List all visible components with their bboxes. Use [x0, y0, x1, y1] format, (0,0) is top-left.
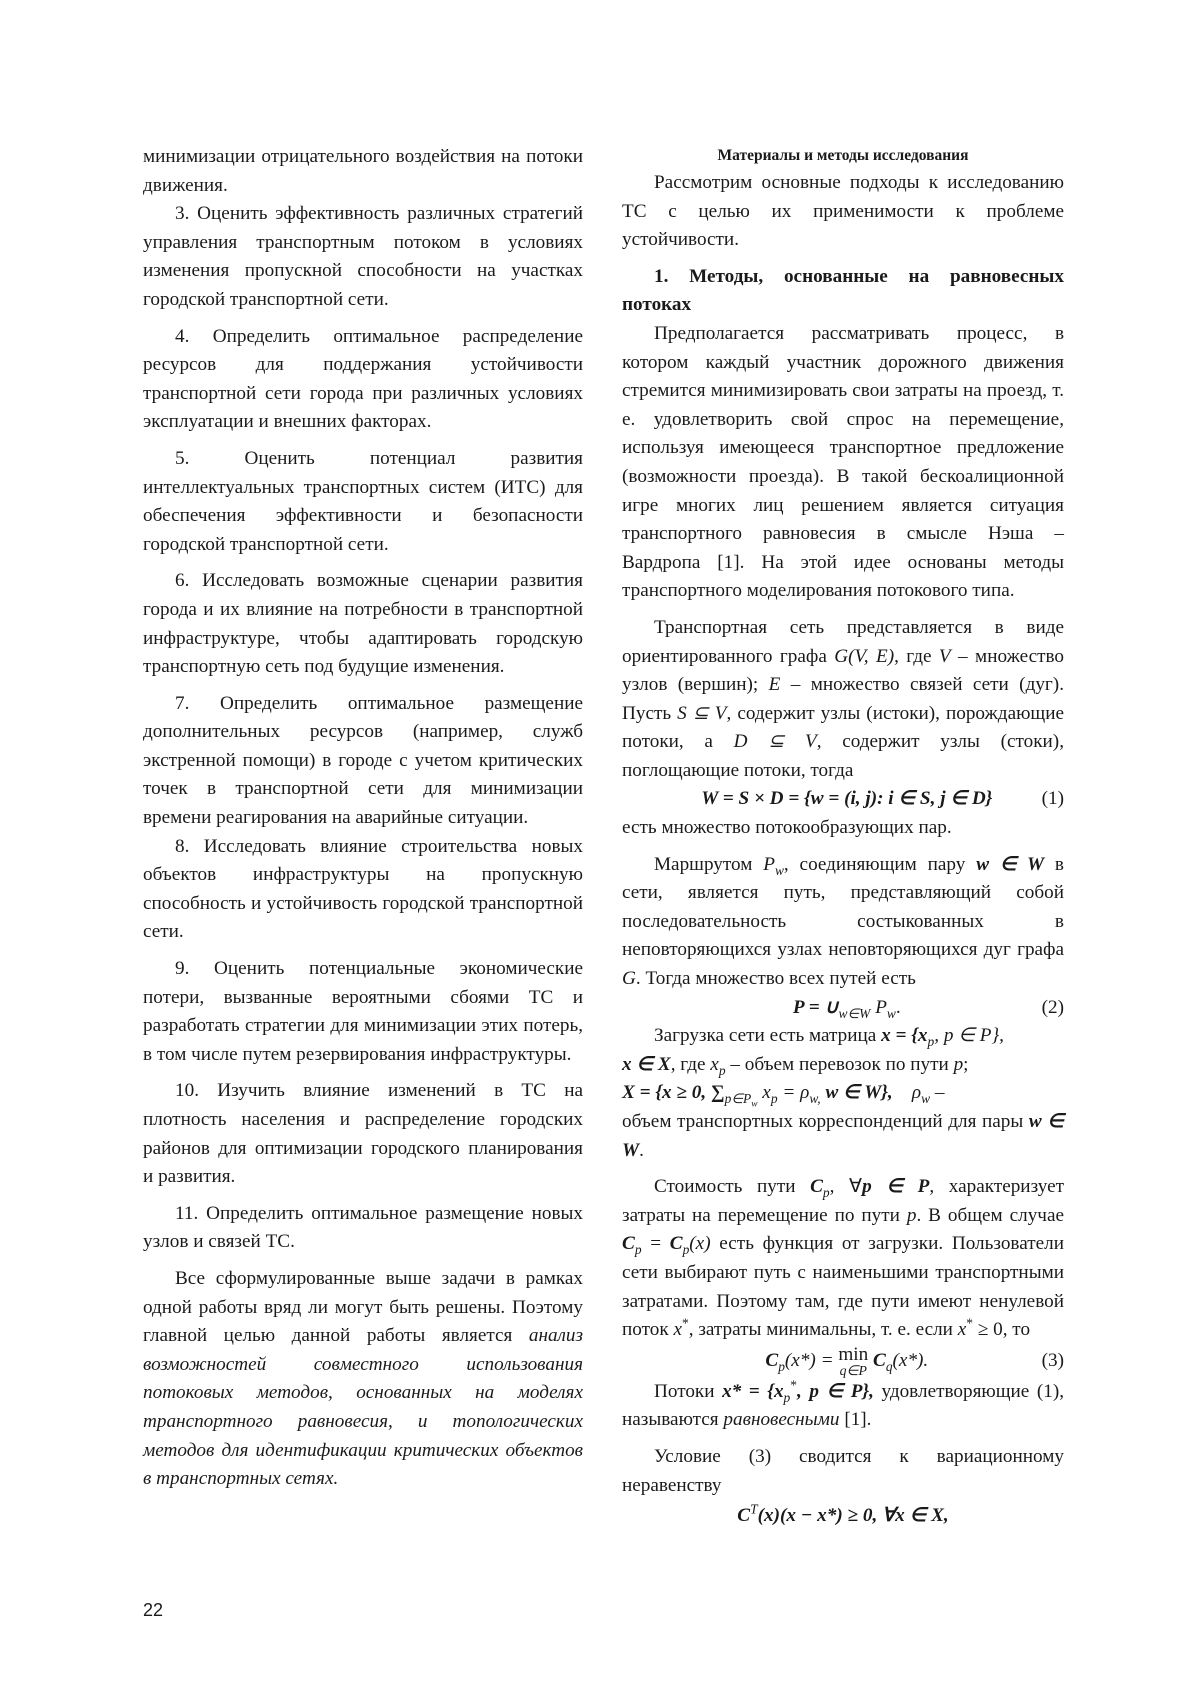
math: x [673, 1319, 682, 1341]
intro-paragraph: Рассмотрим основные подходы к исследованию ТС с целью их применимости к проблеме устойчивости. [622, 172, 1064, 251]
math-sub: w [774, 862, 784, 878]
subsection-heading: 1. Методы, основанные на равновесных потоках [622, 265, 1064, 316]
text-run: – объем перевозок по пути [725, 1053, 954, 1075]
text-run: – множество узлов (вершин); [622, 645, 1064, 696]
text-run: Потоки [654, 1380, 723, 1402]
right-column [622, 143, 1064, 1533]
text-run: , где [894, 645, 939, 667]
math: w ∈ W}, [820, 1082, 893, 1104]
text-run: [1]. [839, 1409, 872, 1431]
math-d: D ⊆ V [733, 731, 817, 753]
min-operator [838, 1345, 868, 1378]
paragraph: Предполагается рассматривать процесс, в котором каждый участник дорожного движения стремится минимизировать свои затраты на проезд, т. е. удовлетворить свой спрос на перемещение, используя имеющееся транспортное предложение (возможности проезда). В такой бескоалиционной игре многих лиц решением является ситуация транспортного равновесия в смысле Нэша – Вардропа [1]. На этой идее основаны методы транспортного моделирования потокового типа. [622, 322, 1064, 602]
equation-1-expr: W = S × D = {w = (i, j): i ∈ S, j ∈ D} [701, 788, 993, 810]
math: x ∈ X [622, 1053, 671, 1075]
equation-2-number: (2) [1041, 996, 1064, 1018]
math: C [810, 1176, 823, 1198]
list-item-4: 4. Определить оптимальное распределение ресурсов для поддержания устойчивости транспортной сети города при различных условиях эксплуатации и внешних факторах. [143, 325, 583, 433]
list-item-6: 6. Исследовать возможные сценарии развития города и их влияние на потребности в транспортной инфраструктуре, чтобы адаптировать городскую транспортную сеть под будущие изменения. [143, 570, 583, 678]
math-sub [724, 1091, 758, 1110]
text-run: . [639, 1139, 644, 1161]
text-run: ≥ 0, то [973, 1319, 1031, 1341]
list-item-7: 7. Определить оптимальное размещение дополнительных ресурсов (например, служб экстренной помощи) в городе с учетом критических точек в транспортной сети для минимизации времени реагирования на аварийные ситуации. [143, 692, 583, 829]
list-item-5: 5. Оценить потенциал развития интеллектуальных транспортных систем (ИТС) для обеспечения эффективности и безопасности городской транспортной сети. [143, 447, 583, 555]
math-s: S ⊆ V [677, 702, 727, 724]
math: C [873, 1349, 886, 1371]
text-run: удовлетворяющие (1), называются [622, 1380, 1065, 1431]
min-limit: q∈P [839, 1362, 867, 1378]
math: P [870, 996, 887, 1018]
math: x = {x [881, 1025, 928, 1047]
page-number: 22 [143, 1600, 164, 1620]
math: x [757, 1082, 771, 1104]
text-run: . В общем случае [916, 1204, 1064, 1226]
math: (x)(x − x*) ≥ 0, ∀x ∈ X, [757, 1505, 949, 1527]
list-item-10: 10. Изучить влияние изменений в ТС на плотность населения и распределение городских районов для оптимизации городского планирования и развития. [143, 1080, 583, 1188]
goal-paragraph [143, 1265, 583, 1494]
math-sub: w [886, 1005, 896, 1021]
math-sub: p [927, 1034, 935, 1050]
math: , p ∈ P}, [934, 1025, 1004, 1047]
math-sup: T [750, 1501, 758, 1517]
math-sub: p [682, 1242, 690, 1258]
list-item-3: 3. Оценить эффективность различных стратегий управления транспортным потоком в условиях изменения пропускной способности на участках городской транспортной сети. [143, 203, 583, 310]
text-run: есть функция от загрузки. Пользователи сети выбирают путь с наименьшими транспортными затратами. Поэтому там, где пути имеют ненулевой поток [622, 1233, 1064, 1341]
list-item-8: 8. Исследовать влияние строительства новых объектов инфраструктуры на пропускную способность и устойчивость городской транспортной сети. [143, 835, 583, 943]
math-sub: p [783, 1389, 791, 1405]
paragraph: Условие (3) сводится к вариационному неравенству [622, 1445, 1064, 1496]
graph-paragraph [622, 614, 1064, 786]
math-g: G [622, 968, 636, 990]
list-item-11: 11. Определить оптимальное размещение новых узлов и связей ТС. [143, 1202, 583, 1253]
math-sub: w [921, 1091, 931, 1107]
math-e: E [768, 674, 781, 696]
math-sub: w∈W [838, 1005, 871, 1021]
paragraph: есть множество потокообразующих пар. [622, 817, 952, 839]
math-sub: p [634, 1242, 642, 1258]
text-run: . Тогда множество всех путей есть [635, 968, 916, 990]
text-run: Маршрутом [654, 853, 764, 875]
equation-3-expr [622, 1345, 1042, 1378]
math-v: V [938, 645, 951, 667]
math-sub-text: p∈P [724, 1091, 752, 1107]
text-run: Загрузка сети есть матрица [654, 1025, 882, 1047]
text-run: объем транспортных корреспонденций для пары [622, 1111, 1029, 1132]
math: . [895, 996, 901, 1018]
math: = [641, 1233, 670, 1255]
load-paragraph [622, 1022, 1064, 1165]
equation-1-number: (1) [1041, 788, 1064, 810]
math: P = ∪ [792, 996, 839, 1018]
italic-term: равновесными [723, 1409, 840, 1431]
math: p [906, 1204, 917, 1226]
math: x [957, 1319, 967, 1341]
min-text: min [838, 1343, 869, 1365]
paragraph: минимизации отрицательного воздействия на потоки движения. [143, 146, 583, 196]
math-sub: p [778, 1358, 785, 1374]
text-run: ; [963, 1053, 969, 1075]
math-p: P [763, 853, 775, 875]
equation-2-expr [622, 994, 1042, 1023]
equation-4 [622, 1502, 1064, 1531]
section-heading: Материалы и методы исследования [717, 147, 969, 164]
math: x [710, 1053, 719, 1075]
math: C [765, 1349, 779, 1371]
text-run: , характеризует затраты на перемещение по пути [622, 1176, 1064, 1226]
math: (x*) = [784, 1349, 839, 1371]
math: = ρ [777, 1082, 810, 1104]
left-column [143, 143, 583, 1494]
equation-1 [622, 785, 1064, 814]
math: p ∈ P [862, 1176, 930, 1198]
text-run: Транспортная сеть представляется в виде ориентированного графа [622, 616, 1064, 667]
math: X = {x ≥ 0, ∑ [622, 1082, 725, 1104]
math-sub: p [822, 1185, 830, 1201]
text-run: , соединяющим пару [783, 853, 977, 875]
math: w ∈ W [622, 1111, 1065, 1161]
math-sub: p [770, 1091, 778, 1107]
math-graph: G(V, E) [834, 645, 895, 667]
text-run: , содержит узлы (стоки), поглощающие потоки, тогда [622, 731, 1064, 781]
text-run: , затраты минимальны, т. е. если [688, 1319, 958, 1341]
math-w: w ∈ W [976, 853, 1045, 875]
math: p [953, 1053, 964, 1075]
equation-3 [622, 1345, 1064, 1378]
math: C [737, 1505, 751, 1527]
text-run: – [930, 1082, 945, 1104]
math-sub: p [718, 1062, 726, 1078]
math: x* = {x [722, 1380, 784, 1402]
text-run: – множество связей сети (дуг). Пусть [622, 674, 1064, 724]
math: (x) [689, 1233, 711, 1255]
math: , p ∈ P}, [796, 1380, 874, 1402]
text-run: в сети, является путь, представляющий собой последовательность состыкованных в неповторяющихся узлах неповторяющихся дуг графа [622, 853, 1064, 961]
math: C [669, 1233, 683, 1255]
math-sub: w, [809, 1091, 821, 1107]
math: (x*). [892, 1349, 929, 1371]
equilibrium-paragraph [622, 1378, 1064, 1435]
equation-2 [622, 994, 1064, 1023]
math-sup: * [790, 1377, 797, 1393]
cost-paragraph: Стоимость пути $C_p$, ∀p ∈ P, характеризует затраты на перемещение по пути p. В общем случае $C_p = C_p(x)$ есть функция от загрузки. Пользователи сети выбирают путь с наименьшими транспортными затратами. Поэтому там, где пути имеют ненулевой поток x*, затраты минимальны, т. е. если x* ≥ 0, то [622, 1176, 1064, 1341]
list-item-9: 9. Оценить потенциальные экономические потери, вызванные вероятными сбоями ТС и разработать стратегии для минимизации этих потерь, в том числе путем резервирования инфраструктуры. [143, 958, 583, 1065]
goal-italic: анализ возможностей совместного использования потоковых методов, основанных на моделях транспортного равновесия, и топологических методов для идентификации критических объектов в транспортных сетях. [143, 1325, 583, 1490]
math-sub: q [885, 1358, 893, 1374]
equation-3-number: (3) [1041, 1349, 1064, 1371]
text-run: , содержит узлы (истоки), порождающие потоки, а [622, 702, 1064, 753]
goal-text: Все сформулированные выше задачи в рамках одной работы вряд ли могут быть решены. Поэтому главной целью данной работы является [143, 1267, 583, 1347]
route-paragraph [622, 851, 1064, 994]
text-run: Стоимость пути [654, 1176, 811, 1198]
text-run: , где [670, 1053, 711, 1075]
math-rho: ρ [911, 1082, 922, 1104]
math-subsub: w [751, 1099, 758, 1110]
text-run: , ∀ [829, 1176, 863, 1198]
math: C [622, 1233, 635, 1255]
